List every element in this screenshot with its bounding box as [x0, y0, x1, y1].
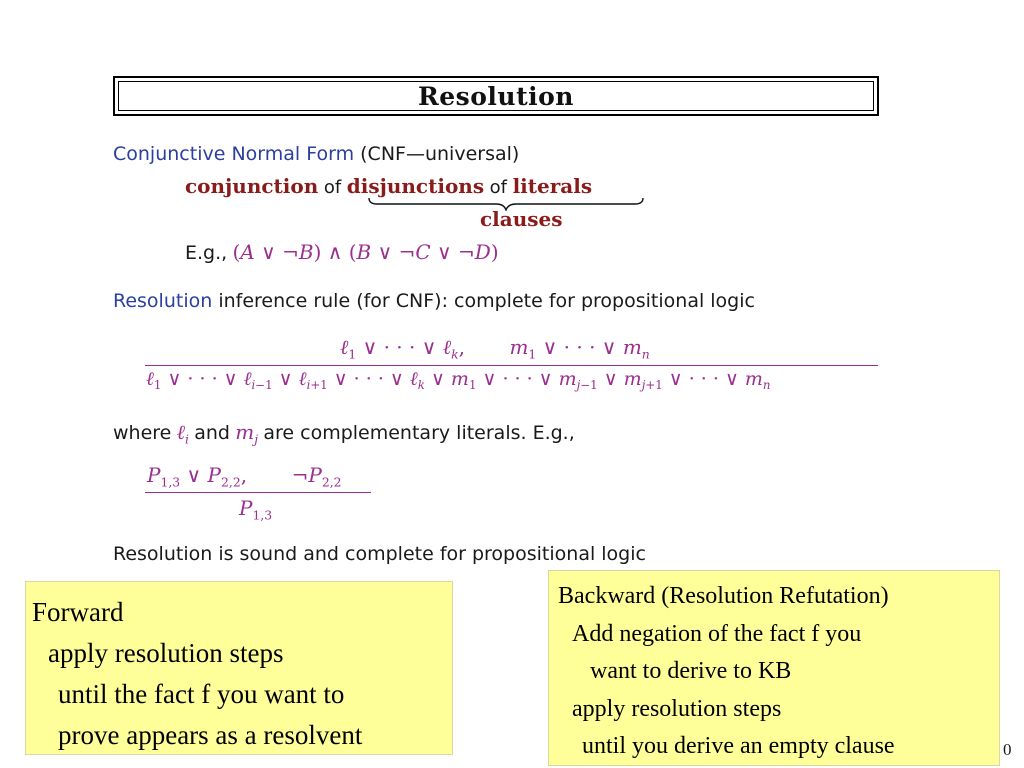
sound-complete-line: Resolution is sound and complete for propositional logic [113, 543, 646, 565]
backward-note-line-3: want to derive to KB [590, 658, 792, 684]
word-literals: literals [512, 174, 593, 198]
backward-note [548, 570, 1000, 766]
forward-note [25, 581, 453, 755]
resolution-rule-heading: Resolution [113, 290, 213, 312]
cnf-example-line [185, 240, 499, 265]
cnf-heading: Conjunctive Normal Form [113, 143, 355, 165]
example-fraction-bar [145, 492, 371, 493]
where-text-1: where [113, 422, 172, 444]
forward-note-line-3: until the fact f you want to [58, 679, 345, 709]
cnf-heading-paren: (CNF—universal) [360, 143, 520, 165]
resolution-rule-heading-line [113, 290, 755, 312]
word-disjunctions: disjunctions [346, 174, 485, 198]
forward-note-line-2: apply resolution steps [48, 638, 284, 668]
where-l-i: ℓ$_i$ [176, 420, 189, 447]
backward-note-line-5: until you derive an empty clause [582, 733, 895, 759]
cnf-example-formula: (A ∨ ¬B) ∧ (B ∨ ¬C ∨ ¬D) [232, 240, 499, 264]
forward-note-line-1: Forward [32, 597, 124, 627]
forward-note-line-4: prove appears as a resolvent [58, 720, 363, 750]
backward-note-line-4: apply resolution steps [572, 695, 782, 722]
word-of-2: of [489, 177, 508, 198]
cnf-eg-label: E.g., [185, 242, 228, 264]
slide-title-inner-frame [118, 81, 874, 111]
word-conjunction: conjunction [185, 174, 319, 198]
word-of-1: of [323, 177, 342, 198]
rule-fraction-bar [145, 365, 878, 366]
example-conclusion: $P_{1,3}$ [239, 496, 273, 523]
where-text-3: are complementary literals. E.g., [263, 422, 575, 444]
backward-note-line-1: Backward (Resolution Refutation) [558, 583, 889, 609]
rule-conclusion: ℓ$_1$ ∨ · · · ∨ ℓ$_{i-1}$ ∨ ℓ$_{i+1}$ ∨ · · · ∨ ℓ$_k$ ∨ $m_1$ ∨ · · · ∨ $m_{j-1}$ ∨ $m_{j+1}$ ∨ · · · ∨ $m_n$ [146, 368, 771, 393]
where-text-2: and [194, 422, 230, 444]
word-clauses: clauses [480, 207, 563, 231]
slide-title: Resolution [417, 81, 574, 111]
where-m-j: $m_j$ [235, 420, 259, 447]
cnf-heading-line [113, 143, 519, 165]
rule-premises: ℓ$_1$ ∨ · · · ∨ ℓ$_k$, $m_1$ ∨ · · · ∨ $m_n$ [340, 335, 650, 362]
backward-note-line-2: Add negation of the fact f you [572, 620, 862, 647]
resolution-rule-heading-rest: inference rule (for CNF): complete for propositional logic [218, 290, 755, 312]
slide-title-box [113, 76, 879, 116]
cnf-definition-line [185, 174, 592, 199]
where-line [113, 420, 575, 445]
page-number: 0 [1003, 740, 1012, 759]
example-premises: $P_{1,3}$ ∨ $P_{2,2}$, $\neg P_{2,2}$ [147, 463, 342, 490]
